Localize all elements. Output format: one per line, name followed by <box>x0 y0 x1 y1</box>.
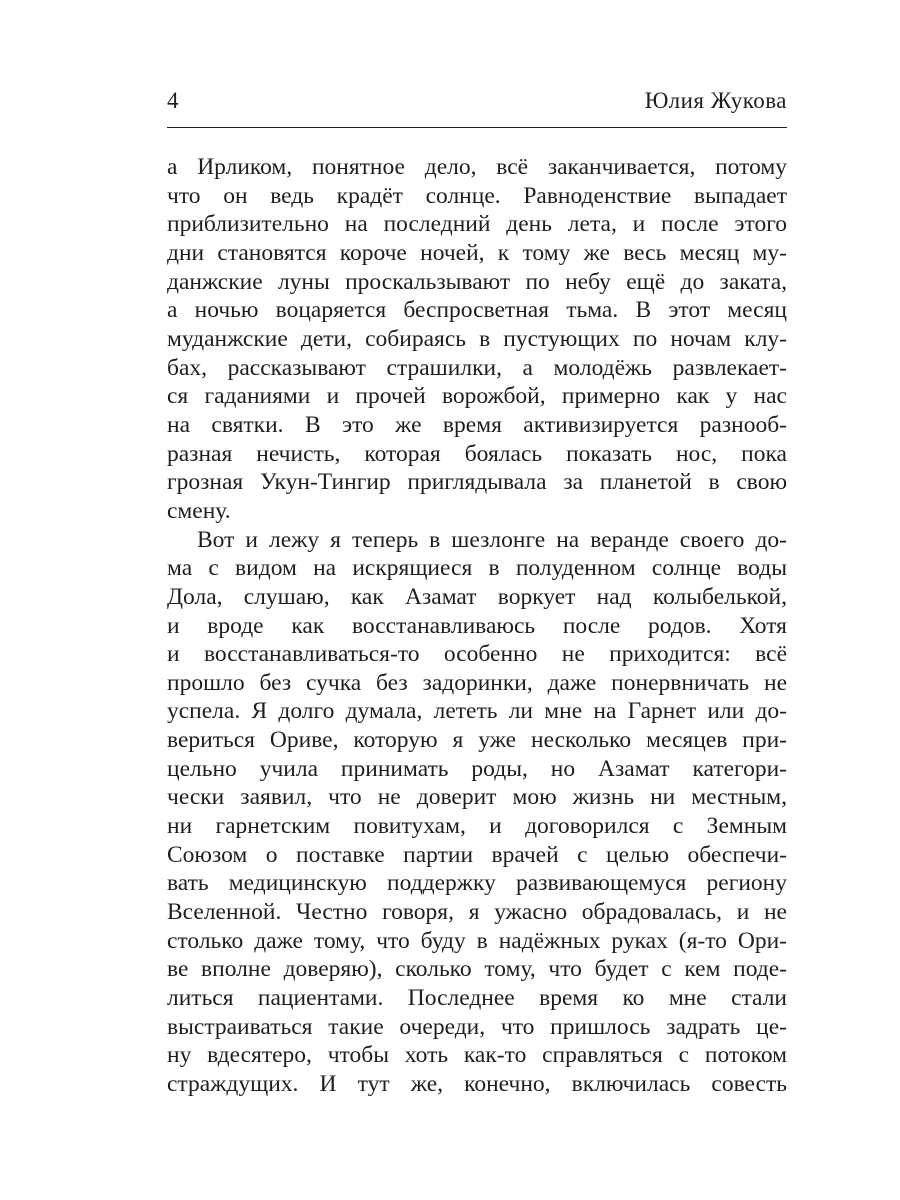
text-line: разная нечисть, которая боялась показать нос, пока <box>167 440 787 467</box>
text-line: столько даже тому, что буду в надёжных руках (я-то Ори- <box>167 927 787 954</box>
running-title-author: Юлия Жукова <box>644 88 787 113</box>
text-line: и вроде как восстанавливаюсь после родов. Хотя <box>167 612 787 639</box>
text-line: вериться Ориве, которую я уже несколько месяцев при- <box>167 727 787 754</box>
text-line: ни гарнетским повитухам, и договорился с Земным <box>167 813 787 840</box>
text-line: прошло без сучка без задоринки, даже понервничать не <box>167 669 787 696</box>
text-line: ма с видом на искрящиеся в полуденном солнце воды <box>167 555 787 582</box>
page-header <box>167 88 787 118</box>
text-line: вать медицинскую поддержку развивающемуся региону <box>167 870 787 897</box>
text-line: а Ирликом, понятное дело, всё заканчивается, потому <box>167 154 787 180</box>
text-line: Дола, слушаю, как Азамат воркует над колыбелькой, <box>167 583 787 610</box>
text-line: данжские луны проскальзывают по небу ещё до заката, <box>167 268 787 295</box>
paragraph-start-line: Вот и лежу я теперь в шезлонге на веранде своего до- <box>197 526 787 553</box>
text-line: дни становятся короче ночей, к тому же весь месяц му- <box>167 239 787 266</box>
text-line: выстраиваться такие очереди, что пришлось задрать це- <box>167 1013 787 1040</box>
text-line: литься пациентами. Последнее время ко мне стали <box>167 985 787 1012</box>
text-line: ся гаданиями и прочей ворожбой, примерно как у нас <box>167 383 787 410</box>
text-line: грозная Укун-Тингир приглядывала за планетой в свою <box>167 469 787 496</box>
text-line: цельно учила принимать роды, но Азамат категори- <box>167 755 787 782</box>
text-line: приблизительно на последний день лета, и после этого <box>167 211 787 238</box>
text-line: страждущих. И тут же, конечно, включилась совесть <box>167 1071 787 1097</box>
text-line: и восстанавливаться-то особенно не приходится: всё <box>167 641 787 668</box>
text-line: бах, рассказывают страшилки, а молодёжь развлекает- <box>167 354 787 381</box>
header-rule <box>167 127 787 128</box>
text-line: чески заявил, что не доверит мою жизнь ни местным, <box>167 784 787 811</box>
page-number: 4 <box>167 88 179 113</box>
text-line: ве вполне доверяю), сколько тому, что будет с кем поде- <box>167 956 787 983</box>
text-line: что он ведь крадёт солнце. Равноденствие выпадает <box>167 182 787 209</box>
text-line: успела. Я долго думала, лететь ли мне на Гарнет или до- <box>167 698 787 725</box>
text-line: муданжские дети, собираясь в пустующих по ночам клу- <box>167 325 787 352</box>
text-line: ну вдесятеро, чтобы хоть как-то справляться с потоком <box>167 1042 787 1069</box>
text-line: Вселенной. Честно говоря, я ужасно обрадовалась, и не <box>167 899 787 926</box>
text-line: Союзом о поставке партии врачей с целью обеспечи- <box>167 841 787 868</box>
body-text <box>167 153 787 1099</box>
text-line: а ночью воцаряется беспросветная тьма. В этот месяц <box>167 297 787 324</box>
text-line: на святки. В это же время активизируется разнооб- <box>167 411 787 438</box>
text-line: смену. <box>167 497 231 524</box>
